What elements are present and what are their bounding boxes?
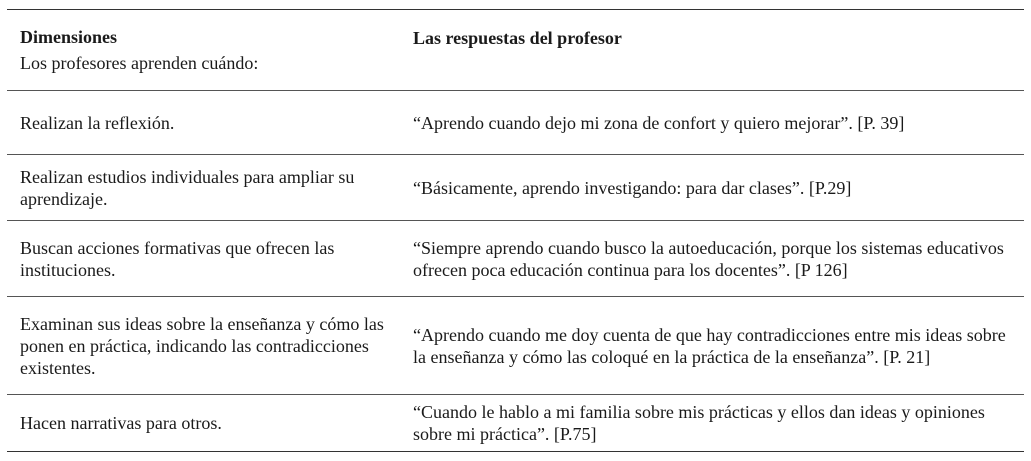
- table-row: [7, 297, 1024, 395]
- response-cell: “Aprendo cuando me doy cuenta de que hay contradicciones entre mis ideas sobre la enseñanza y cómo las coloqué en la práctica de la enseñanza”. [P. 21]: [413, 324, 1006, 367]
- response-cell: “Aprendo cuando dejo mi zona de confort y quiero mejorar”. [P. 39]: [413, 112, 905, 133]
- responses-title: Las respuestas del profesor: [413, 28, 622, 48]
- table-row: [7, 155, 1024, 221]
- dimension-cell: Realizan estudios individuales para ampliar su aprendizaje.: [20, 166, 355, 209]
- response-cell: “Básicamente, aprendo investigando: para dar clases”. [P.29]: [413, 177, 852, 198]
- response-cell: “Siempre aprendo cuando busco la autoeducación, porque los sistemas educativos ofrecen poca educación continua para los docentes”. [P 126]: [413, 237, 1004, 280]
- table-row: [7, 91, 1024, 155]
- teacher-learning-table: [7, 9, 1024, 452]
- dimensions-header-cell: [7, 10, 399, 91]
- table-body: [7, 91, 1024, 452]
- table: [7, 9, 1024, 452]
- table-header: [7, 10, 1024, 91]
- dimension-cell: Buscan acciones formativas que ofrecen las instituciones.: [20, 237, 335, 280]
- dimensions-subtitle: Los profesores aprenden cuándo:: [20, 53, 259, 73]
- dimensions-title: Dimensiones: [20, 27, 118, 47]
- header-row: [7, 10, 1024, 91]
- response-cell: “Cuando le hablo a mi familia sobre mis prácticas y ellos dan ideas y opiniones sobre mi práctica”. [P.75]: [413, 402, 985, 444]
- dimension-cell: Realizan la reflexión.: [20, 112, 175, 133]
- table-row: [7, 395, 1024, 452]
- dimension-cell: Hacen narrativas para otros.: [20, 413, 222, 433]
- table-row: [7, 221, 1024, 297]
- dimension-cell: Examinan sus ideas sobre la enseñanza y cómo las ponen en práctica, indicando las contradicciones existentes.: [20, 313, 384, 378]
- responses-header-cell: [399, 10, 1024, 91]
